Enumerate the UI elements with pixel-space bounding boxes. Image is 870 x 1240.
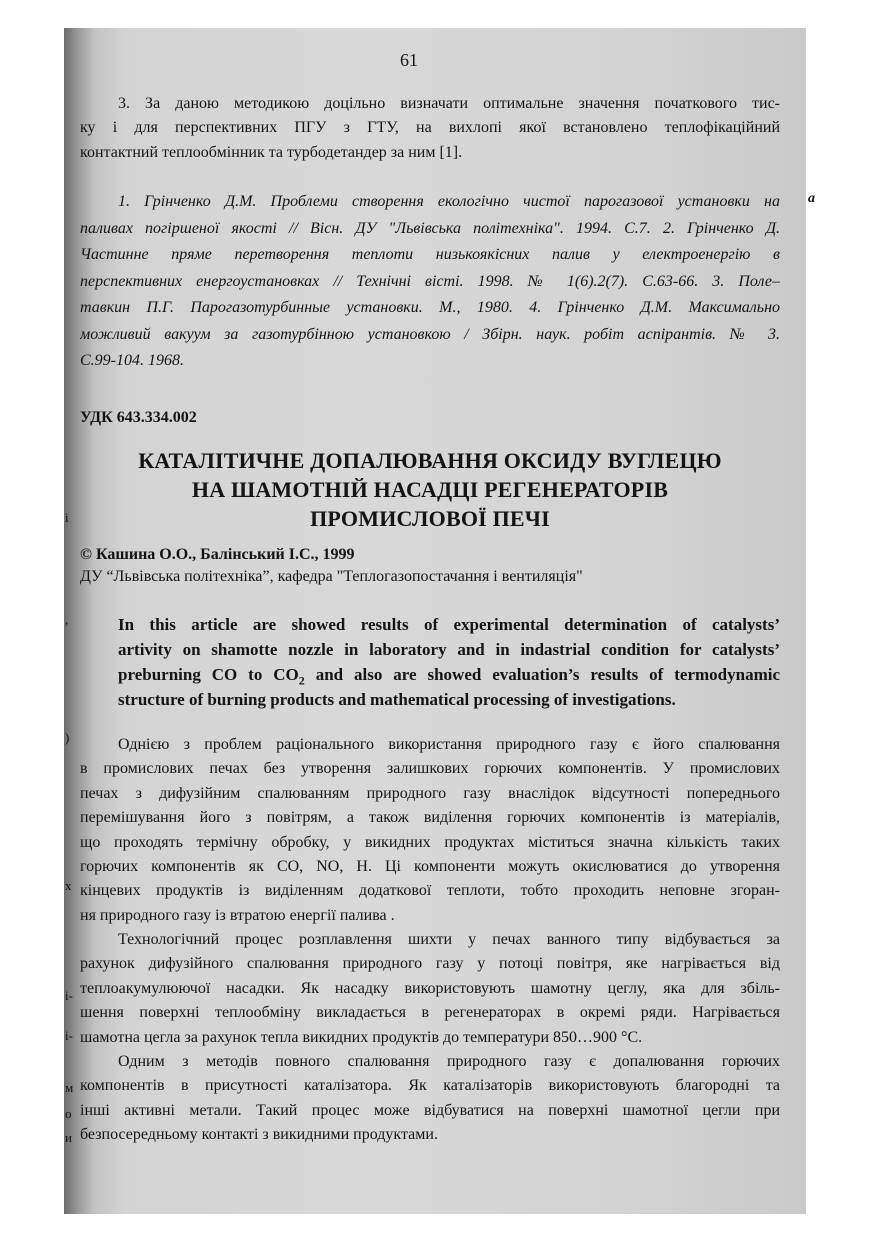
- reference-line: С.99-104. 1968.: [80, 352, 184, 369]
- body-paragraph-3: [80, 1050, 780, 1148]
- abstract-text: and also are showed evaluation’s results of termodynamic: [304, 665, 780, 684]
- authors: © Кашина О.О., Балінський І.С., 1999: [80, 546, 355, 563]
- reference-line: паливах погіршеної якості // Вісн. ДУ "Львівська політехніка". 1994. С.7. 2. Грінченко Д.: [80, 219, 780, 237]
- reference-line: тавкин П.Г. Парогазотурбинные установки. М., 1980. 4. Грінченко Д.М. Максимально: [80, 299, 780, 316]
- body-paragraph-1: [80, 733, 780, 928]
- reference-list: [80, 189, 780, 375]
- text-line: 3. За даною методикою доцільно визначати оптимальне значення початкового тис-: [118, 95, 780, 112]
- edge-char: х: [65, 878, 72, 893]
- abstract-line: artivity on shamotte nozzle in laboratory and in indastrial condition for catalysts’: [118, 640, 780, 659]
- text-line: Одним з методів повного спалювання природного газу є допалювання горючих: [118, 1053, 780, 1070]
- edge-char: о: [65, 1106, 72, 1121]
- text-line: Однією з проблем раціонального використання природного газу є його спалювання: [118, 736, 780, 753]
- abstract-line: structure of burning products and mathematical processing of investigations.: [118, 690, 676, 709]
- abstract-text: preburning CO to CO: [118, 665, 299, 684]
- text-line: Технологічний процес розплавлення шихти у печах ванного типу відбувається за: [118, 931, 780, 948]
- page-number: 61: [400, 50, 418, 70]
- affiliation: ДУ “Львівська політехніка”, кафедра "Теплогазопостачання і вентиляція": [80, 568, 583, 585]
- text-line: інші активні метали. Такий процес може відбуватися на поверхні шамотної цегли при: [80, 1101, 780, 1119]
- edge-char: ): [65, 730, 70, 745]
- udk-code: УДК 643.334.002: [80, 409, 197, 426]
- edge-char: і-: [65, 988, 73, 1003]
- text-line: що проходять термічну обробку, у викидних продуктах міститься значна кількість таких: [80, 833, 780, 851]
- text-line: горючих компонентів як СО, NO, Н. Ці компоненти можуть окислюватися до утворення: [80, 857, 780, 875]
- reference-line: можливий вакуум за газотурбінною установкою / Збірн. наук. робіт аспірантів. № 3.: [80, 325, 780, 343]
- reference-line: Частинне пряме перетворення теплоти низькоякісних палив у електроенергію в: [80, 246, 780, 263]
- subscript: 2: [298, 673, 305, 688]
- text-line: ку і для перспективних ПГУ з ГТУ, на вихлопі якої встановлено теплофікаційний: [80, 119, 780, 137]
- title-line: КАТАЛІТИЧНЕ ДОПАЛЮВАННЯ ОКСИДУ ВУГЛЕЦЮ: [138, 448, 722, 473]
- text-line: ня природного газу із втратою енергії палива .: [80, 906, 395, 924]
- reference-line: 1. Грінченко Д.М. Проблеми створення екологічно чистої парогазової установки на: [118, 193, 780, 210]
- conclusion-paragraph: [80, 92, 780, 165]
- text-line: безпосередньому контакті з викидними продуктами.: [80, 1126, 438, 1144]
- text-line: в промислових печах без утворення залишкових горючих компонентів. У промислових: [80, 760, 780, 778]
- edge-char: м: [65, 1080, 74, 1095]
- reference-line: перспективних енергоустановках // Технічні вісті. 1998. № 1(6).2(7). С.63-66. 3. Поле–: [80, 272, 780, 290]
- text-line: кінцевих продуктів із виділенням додаткової теплоти, тобто проходить неповне згоран-: [80, 882, 780, 900]
- title-line: ПРОМИСЛОВОЇ ПЕЧІ: [310, 506, 550, 531]
- edge-char: ,: [65, 612, 69, 627]
- title-line: НА ШАМОТНІЙ НАСАДЦІ РЕГЕНЕРАТОРІВ: [191, 477, 669, 502]
- text-line: шамотна цегла за рахунок тепла викидних продуктів до температури 850…900 °С.: [80, 1028, 643, 1046]
- margin-letter: a: [808, 191, 815, 206]
- left-edge-bleed: [64, 28, 76, 1214]
- article-title: [80, 446, 780, 533]
- abstract: [118, 612, 780, 712]
- body-paragraph-2: [80, 928, 780, 1050]
- text-line: контактний теплообмінник та турбодетандер за ним [1].: [80, 143, 463, 161]
- abstract-line: [118, 662, 780, 687]
- abstract-line: In this article are showed results of experimental determination of catalysts’: [118, 615, 780, 634]
- text-line: теплоакумулюючої насадки. Як насадку використовують шамотну цеглу, яка для збіль-: [80, 979, 780, 997]
- text-line: печах з дифузійним спалюванням природного газу внаслідок відсутності попереднього: [80, 784, 780, 802]
- text-line: компонентів в присутності каталізатора. Як каталізаторів використовують благородні та: [80, 1077, 780, 1095]
- edge-char: и: [65, 1130, 72, 1145]
- edge-char: і: [65, 510, 69, 525]
- text-line: перемішування його з повітрям, а також виділення горючих компонентів із матеріалів,: [80, 809, 780, 827]
- text-line: рахунок дифузійного спалювання природного газу у потоці повітря, яке нагрівається від: [80, 955, 780, 973]
- edge-char: і-: [65, 1028, 73, 1043]
- text-line: шення поверхні теплообміну викладається в регенераторах в окремі ряди. Нагрівається: [80, 1004, 780, 1022]
